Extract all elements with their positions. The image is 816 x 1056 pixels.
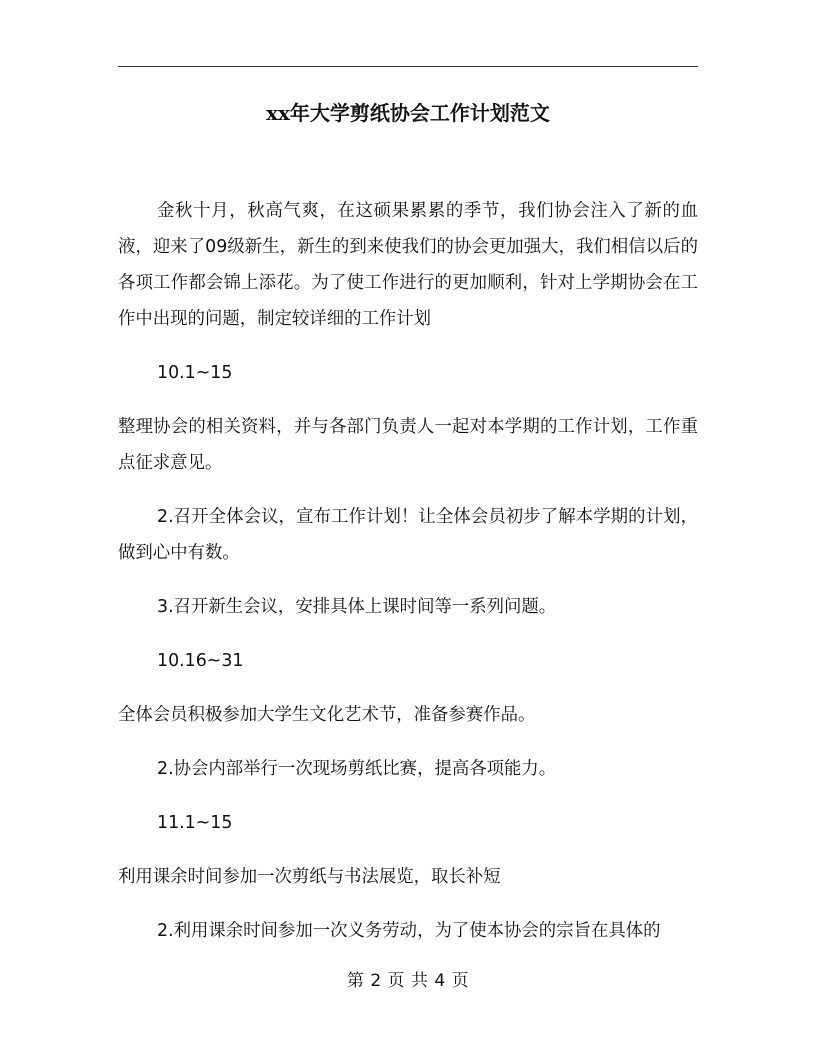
paragraph-date-oct-1-15: 10.1~15 <box>157 363 233 383</box>
paragraph-volunteer-labor: 2.利用课余时间参加一次义务劳动，为了使本协会的宗旨在具体的 <box>157 921 661 941</box>
paragraph-freshman-meeting: 3.召开新生会议，安排具体上课时间等一系列问题。 <box>157 597 557 617</box>
paragraph-organize-materials: 整理协会的相关资料，并与各部门负责人一起对本学期的工作计划，工作重点征求意见。 <box>118 417 698 473</box>
paragraph-intro: 金秋十月，秋高气爽，在这硕果累累的季节，我们协会注入了新的血液，迎来了09级新生，新生的到来使我们的协会更加强大，我们相信以后的各项工作都会锦上添花。为了使工作进行的更加顺利，针对上学期协会在工作中出现的问题，制定较详细的工作计划 <box>118 201 698 329</box>
header-rule <box>118 66 698 67</box>
document-body <box>118 193 698 967</box>
paragraph-art-festival: 全体会员积极参加大学生文化艺术节，准备参赛作品。 <box>118 705 536 725</box>
paragraph-date-nov-1-15: 11.1~15 <box>157 813 233 833</box>
paragraph-papercut-contest: 2.协会内部举行一次现场剪纸比赛，提高各项能力。 <box>157 759 557 779</box>
document-title: xx年大学剪纸协会工作计划范文 <box>266 101 550 125</box>
page-number-footer: 第 2 页 共 4 页 <box>346 971 470 991</box>
paragraph-general-meeting: 2.召开全体会议，宣布工作计划！让全体会员初步了解本学期的计划，做到心中有数。 <box>118 507 698 563</box>
paragraph-exhibition: 利用课余时间参加一次剪纸与书法展览，取长补短 <box>118 867 501 887</box>
paragraph-date-oct-16-31: 10.16~31 <box>157 651 244 671</box>
